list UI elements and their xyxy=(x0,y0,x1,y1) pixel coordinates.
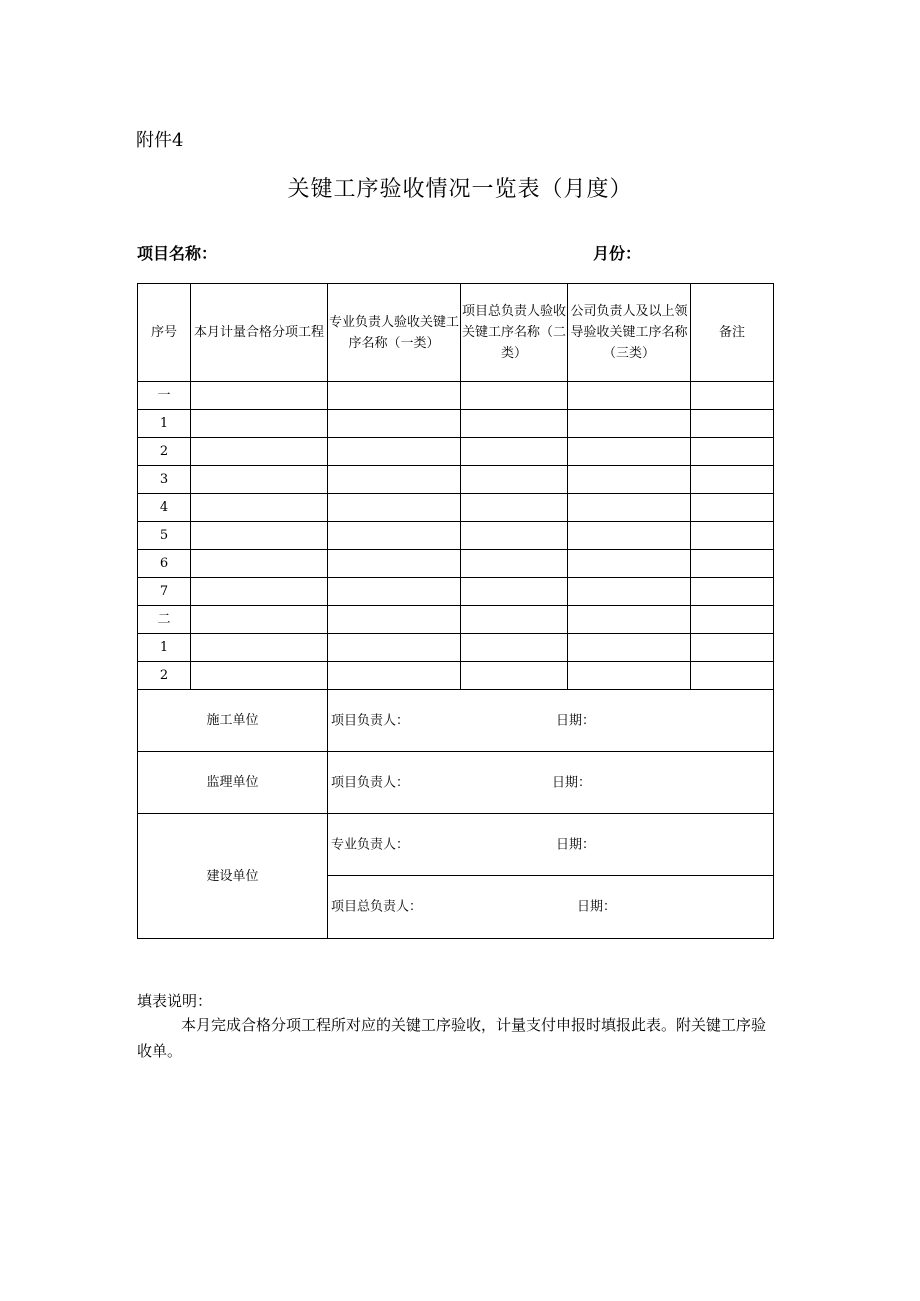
attachment-label: 附件4 xyxy=(136,130,184,151)
cell-remarks[interactable] xyxy=(691,382,774,410)
cell-class-one[interactable] xyxy=(328,382,461,410)
cell-class-two[interactable] xyxy=(461,606,568,634)
header-remarks: 备注 xyxy=(691,284,774,382)
cell-remarks[interactable] xyxy=(691,578,774,606)
table-row xyxy=(138,522,774,550)
row-seq: 5 xyxy=(138,522,191,550)
notes-body: 本月完成合格分项工程所对应的关键工序验收，计量支付申报时填报此表。附关键工序验收单。 xyxy=(137,1016,767,1060)
cell-class-two[interactable] xyxy=(461,550,568,578)
cell-class-three[interactable] xyxy=(568,662,691,690)
cell-class-two[interactable] xyxy=(461,410,568,438)
table-row xyxy=(138,550,774,578)
notes-heading: 填表说明： xyxy=(137,992,213,1010)
row-seq: 1 xyxy=(138,634,191,662)
table-row xyxy=(138,606,774,634)
month-label: 月份： xyxy=(593,244,642,263)
cell-class-three[interactable] xyxy=(568,410,691,438)
table-row xyxy=(138,578,774,606)
header-qualified-items: 本月计量合格分项工程 xyxy=(191,284,328,382)
row-seq: 4 xyxy=(138,494,191,522)
table-row xyxy=(138,410,774,438)
row-seq: 2 xyxy=(138,662,191,690)
signature-row-owner-specialty xyxy=(138,814,774,876)
cell-class-one[interactable] xyxy=(328,662,461,690)
cell-qualified-items[interactable] xyxy=(191,466,328,494)
cell-qualified-items[interactable] xyxy=(191,382,328,410)
row-seq: 一 xyxy=(138,382,191,410)
header-class-one: 专业负责人验收关键工序名称（一类） xyxy=(328,284,461,382)
cell-qualified-items[interactable] xyxy=(191,438,328,466)
table-row xyxy=(138,466,774,494)
owner-unit-label: 建设单位 xyxy=(138,814,328,939)
cell-class-two[interactable] xyxy=(461,466,568,494)
cell-class-one[interactable] xyxy=(328,578,461,606)
acceptance-table xyxy=(137,283,774,939)
specialty-leader-label: 专业负责人： xyxy=(331,837,410,852)
project-leader-label: 项目负责人： xyxy=(331,713,410,728)
cell-class-three[interactable] xyxy=(568,466,691,494)
cell-qualified-items[interactable] xyxy=(191,522,328,550)
cell-class-one[interactable] xyxy=(328,466,461,494)
cell-class-three[interactable] xyxy=(568,606,691,634)
construction-sign-cell[interactable] xyxy=(328,690,774,752)
row-seq: 7 xyxy=(138,578,191,606)
cell-class-three[interactable] xyxy=(568,522,691,550)
cell-remarks[interactable] xyxy=(691,494,774,522)
page-title: 关键工序验收情况一览表（月度） xyxy=(287,177,633,202)
cell-class-two[interactable] xyxy=(461,438,568,466)
cell-remarks[interactable] xyxy=(691,550,774,578)
table-row xyxy=(138,662,774,690)
table-row xyxy=(138,634,774,662)
cell-class-one[interactable] xyxy=(328,438,461,466)
cell-qualified-items[interactable] xyxy=(191,662,328,690)
cell-qualified-items[interactable] xyxy=(191,578,328,606)
signature-row-construction xyxy=(138,690,774,752)
cell-class-three[interactable] xyxy=(568,578,691,606)
table-row xyxy=(138,494,774,522)
date-label: 日期： xyxy=(556,713,596,728)
cell-class-two[interactable] xyxy=(461,578,568,606)
cell-class-two[interactable] xyxy=(461,662,568,690)
row-seq: 1 xyxy=(138,410,191,438)
project-chief-label: 项目总负责人： xyxy=(331,899,423,915)
row-seq: 6 xyxy=(138,550,191,578)
cell-qualified-items[interactable] xyxy=(191,550,328,578)
cell-remarks[interactable] xyxy=(691,606,774,634)
cell-remarks[interactable] xyxy=(691,522,774,550)
table-header-row xyxy=(138,284,774,382)
signature-row-supervision xyxy=(138,752,774,814)
date-label: 日期： xyxy=(556,837,596,852)
cell-qualified-items[interactable] xyxy=(191,410,328,438)
cell-class-one[interactable] xyxy=(328,550,461,578)
cell-class-two[interactable] xyxy=(461,522,568,550)
cell-class-two[interactable] xyxy=(461,494,568,522)
header-class-three: 公司负责人及以上领导验收关键工序名称（三类） xyxy=(568,284,691,382)
table-row xyxy=(138,382,774,410)
supervision-sign-cell[interactable] xyxy=(328,752,774,814)
cell-remarks[interactable] xyxy=(691,662,774,690)
row-seq: 3 xyxy=(138,466,191,494)
cell-qualified-items[interactable] xyxy=(191,634,328,662)
cell-remarks[interactable] xyxy=(691,410,774,438)
table-row xyxy=(138,438,774,466)
date-label: 日期： xyxy=(577,899,617,915)
cell-class-three[interactable] xyxy=(568,634,691,662)
project-name-label: 项目名称： xyxy=(137,244,218,263)
cell-remarks[interactable] xyxy=(691,634,774,662)
header-class-two: 项目总负责人验收关键工序名称（二类） xyxy=(461,284,568,382)
cell-class-three[interactable] xyxy=(568,438,691,466)
owner-chief-sign-cell[interactable] xyxy=(328,876,774,939)
header-seq: 序号 xyxy=(138,284,191,382)
cell-class-one[interactable] xyxy=(328,606,461,634)
construction-unit-label: 施工单位 xyxy=(138,690,328,752)
cell-class-one[interactable] xyxy=(328,494,461,522)
cell-class-three[interactable] xyxy=(568,494,691,522)
cell-class-three[interactable] xyxy=(568,550,691,578)
date-label: 日期： xyxy=(552,775,592,790)
cell-qualified-items[interactable] xyxy=(191,494,328,522)
cell-remarks[interactable] xyxy=(691,438,774,466)
cell-qualified-items[interactable] xyxy=(191,606,328,634)
row-seq: 2 xyxy=(138,438,191,466)
cell-class-one[interactable] xyxy=(328,522,461,550)
supervision-unit-label: 监理单位 xyxy=(138,752,328,814)
cell-class-one[interactable] xyxy=(328,634,461,662)
cell-class-one[interactable] xyxy=(328,410,461,438)
row-seq: 二 xyxy=(138,606,191,634)
cell-class-two[interactable] xyxy=(461,382,568,410)
project-leader-label: 项目负责人： xyxy=(331,775,410,790)
owner-specialty-sign-cell[interactable] xyxy=(328,814,774,876)
cell-class-two[interactable] xyxy=(461,634,568,662)
cell-class-three[interactable] xyxy=(568,382,691,410)
cell-remarks[interactable] xyxy=(691,466,774,494)
